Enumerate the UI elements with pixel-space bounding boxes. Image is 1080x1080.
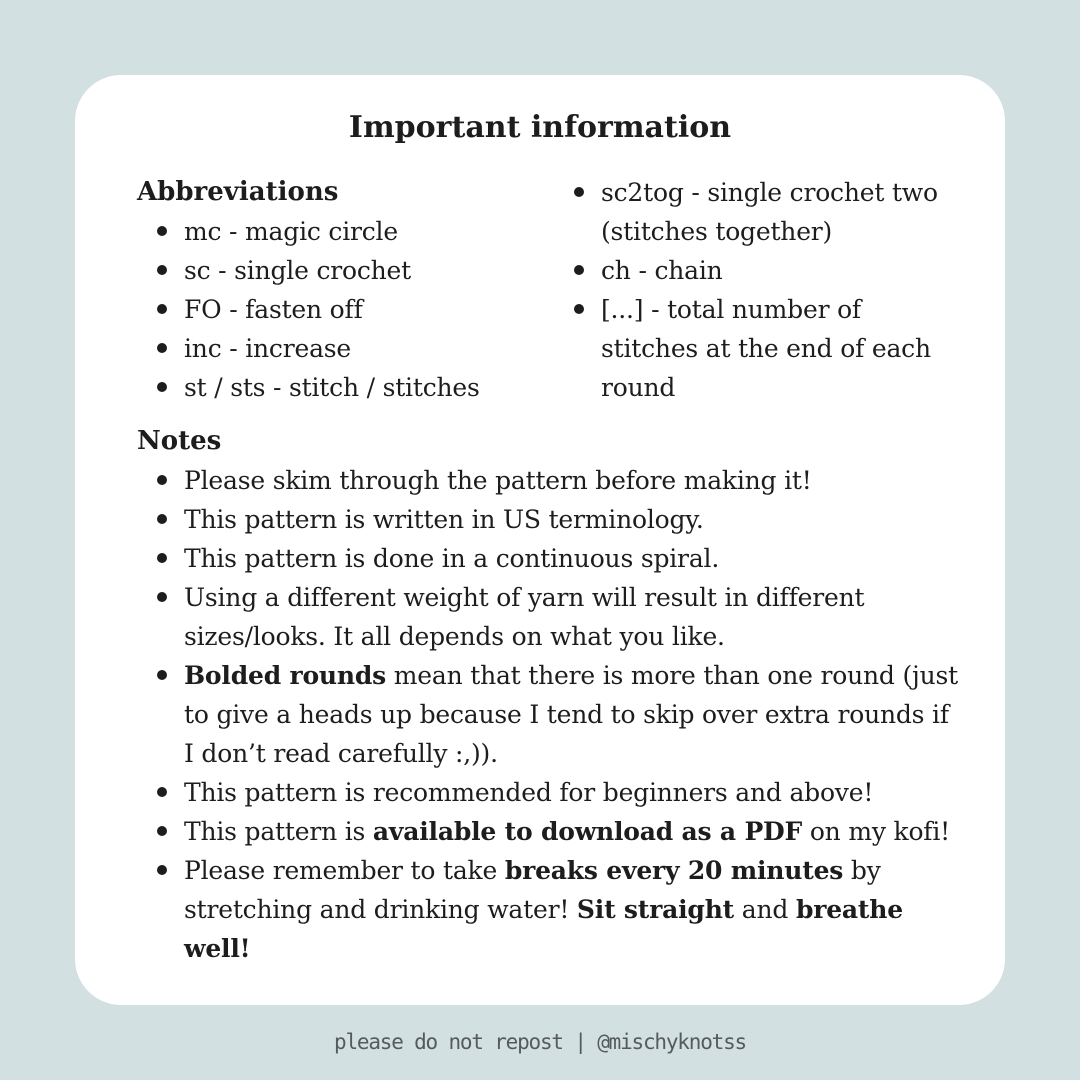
bold-text: breathe well! (184, 895, 903, 963)
list-item: st / sts - stitch / stitches (137, 368, 557, 407)
list-item (137, 500, 962, 539)
list-item: sc - single crochet (137, 251, 557, 290)
abbreviations-heading: Abbreviations (137, 177, 339, 207)
abbreviations-list-right (554, 173, 959, 407)
list-item (137, 851, 962, 968)
list-item: [...] - total number of stitches at the end of each round (554, 290, 959, 407)
notes-heading: Notes (137, 426, 222, 456)
list-item: inc - increase (137, 329, 557, 368)
bold-text: Sit straight (576, 895, 735, 924)
list-item (137, 461, 962, 500)
page-title: Important information (348, 110, 732, 145)
note-text: Using a different weight of yarn will result in different sizes/looks. It all depends on what you like. (184, 583, 865, 651)
note-text: This pattern is (184, 817, 373, 846)
list-item (137, 578, 962, 656)
list-item (137, 539, 962, 578)
note-text: This pattern is written in US terminology. (184, 505, 704, 534)
list-item: sc2tog - single crochet two (stitches together) (554, 173, 959, 251)
note-text: Please remember to take (184, 856, 505, 885)
note-text: mean that there is more than one round (just to give a heads up because I tend to skip over extra rounds if I don’t read carefully :,)). (184, 661, 958, 768)
note-text: Please skim through the pattern before making it! (184, 466, 812, 495)
list-item (137, 812, 962, 851)
list-item (137, 656, 962, 773)
note-text: This pattern is done in a continuous spiral. (184, 544, 720, 573)
list-item: ch - chain (554, 251, 959, 290)
bold-text: Bolded rounds (184, 661, 387, 690)
bold-text: breaks every 20 minutes (504, 856, 844, 885)
list-item: FO - fasten off (137, 290, 557, 329)
note-text: This pattern is recommended for beginners and above! (184, 778, 874, 807)
footer-credit: please do not repost | @mischyknotss (334, 1030, 746, 1054)
notes-list (137, 461, 962, 968)
note-text: on my kofi! (802, 817, 950, 846)
note-text: by stretching and drinking water! (184, 856, 881, 924)
list-item: mc - magic circle (137, 212, 557, 251)
list-item (137, 773, 962, 812)
abbreviations-list-left (137, 212, 557, 407)
note-text: and (734, 895, 796, 924)
bold-text: available to download as a PDF (372, 817, 803, 846)
